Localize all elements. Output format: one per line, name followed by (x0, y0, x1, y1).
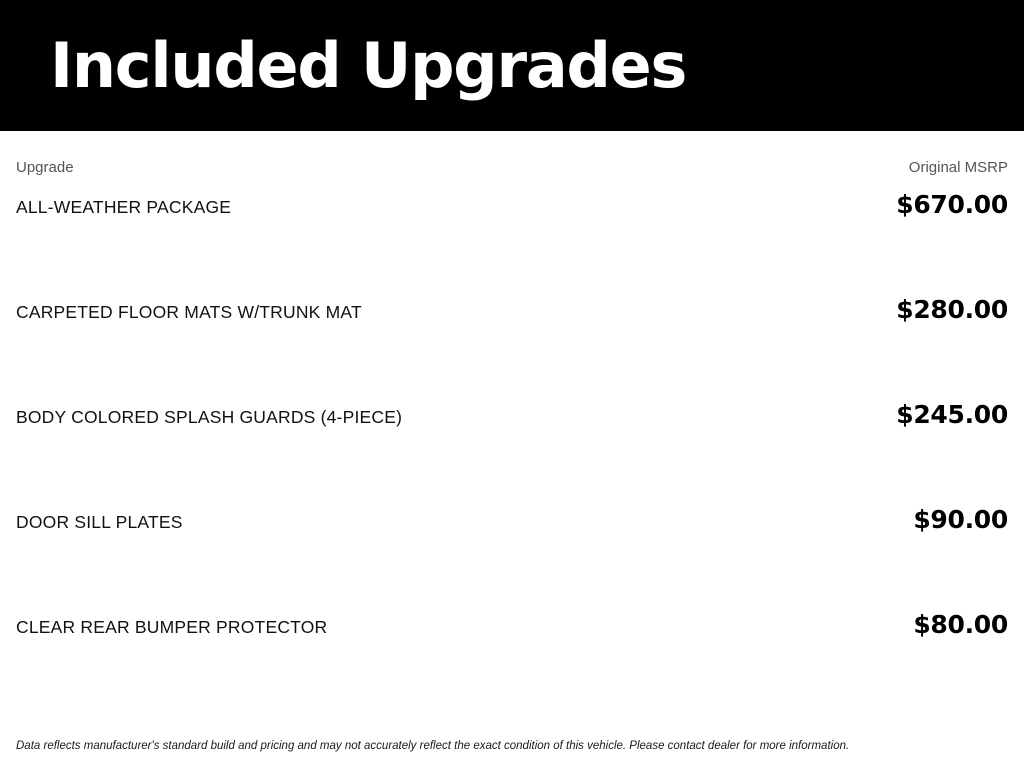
table-row (16, 400, 1008, 505)
upgrade-name: DOOR SILL PLATES (16, 512, 183, 532)
page-footer (0, 739, 1024, 768)
upgrade-price: $80.00 (913, 610, 1008, 639)
table-row (16, 610, 1008, 715)
column-header-upgrade: Upgrade (16, 159, 74, 176)
table-row (16, 505, 1008, 610)
upgrades-table (0, 131, 1024, 739)
upgrade-price: $280.00 (896, 295, 1008, 324)
table-row (16, 190, 1008, 295)
page-title: Included Upgrades (50, 28, 687, 102)
disclaimer-text: Data reflects manufacturer's standard build and pricing and may not accurately reflect the exact condition of this vehicle. Please contact dealer for more information. (16, 740, 850, 753)
page-header (0, 0, 1024, 131)
table-rows (16, 190, 1008, 715)
column-header-price: Original MSRP (908, 159, 1008, 176)
upgrade-name: CLEAR REAR BUMPER PROTECTOR (16, 617, 328, 637)
upgrade-price: $90.00 (913, 505, 1008, 534)
upgrade-price: $670.00 (896, 190, 1008, 219)
table-column-headers (16, 159, 1008, 176)
upgrade-name: BODY COLORED SPLASH GUARDS (4-PIECE) (16, 407, 403, 427)
table-row (16, 295, 1008, 400)
upgrade-name: CARPETED FLOOR MATS W/TRUNK MAT (16, 302, 362, 322)
upgrade-name: ALL-WEATHER PACKAGE (16, 197, 232, 217)
upgrade-price: $245.00 (896, 400, 1008, 429)
